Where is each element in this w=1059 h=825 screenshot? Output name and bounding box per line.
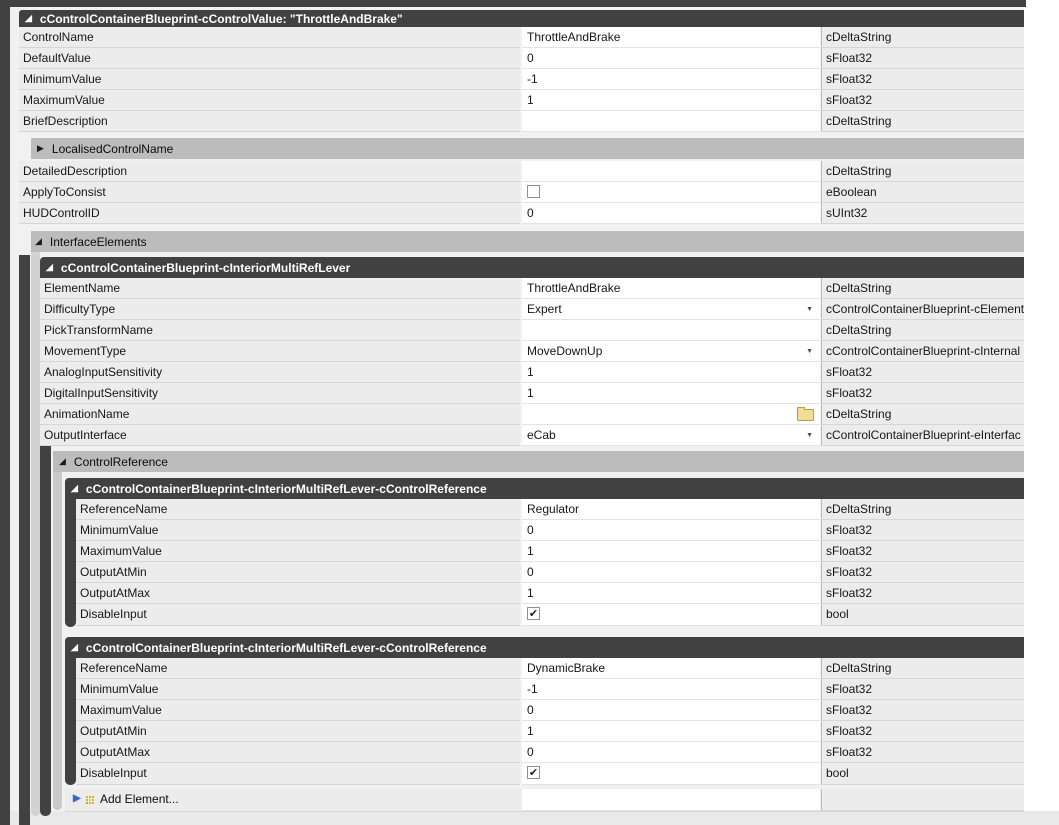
property-value-field[interactable]: 1 bbox=[522, 90, 820, 111]
property-type: bool bbox=[821, 763, 1024, 785]
collapse-expanded-icon[interactable]: ◢ bbox=[59, 456, 66, 466]
container-header-label: cControlContainerBlueprint-cControlValue: "ThrottleAndBrake" bbox=[39, 11, 403, 26]
container-header-label: cControlContainerBlueprint-cInteriorMultiRefLever-cControlReference bbox=[85, 640, 487, 655]
table-row bbox=[76, 742, 1024, 763]
property-name: ReferenceName bbox=[76, 499, 520, 520]
add-arrow-icon: ▶ bbox=[73, 793, 81, 804]
property-type: sFloat32 bbox=[821, 562, 1024, 583]
checkbox-unchecked[interactable] bbox=[527, 185, 540, 198]
table-row bbox=[76, 604, 1024, 626]
property-value-field[interactable] bbox=[522, 320, 820, 341]
table-row bbox=[76, 499, 1024, 520]
checkbox-checked[interactable]: ✔ bbox=[528, 767, 539, 779]
dropdown-arrow-icon[interactable]: ▼ bbox=[806, 432, 813, 439]
container-header-label: cControlContainerBlueprint-cInteriorMultiRefLever-cControlReference bbox=[85, 481, 487, 496]
reference1-container-spine bbox=[65, 499, 76, 627]
table-row bbox=[76, 700, 1024, 721]
add-element-label: Add Element... bbox=[100, 792, 179, 806]
group-header-controlreference[interactable] bbox=[53, 451, 1024, 472]
property-name: MaximumValue bbox=[76, 700, 520, 721]
container-header-controlvalue[interactable] bbox=[19, 10, 1024, 27]
table-row bbox=[40, 425, 1024, 446]
property-type: sFloat32 bbox=[821, 721, 1024, 742]
table-row bbox=[19, 69, 1024, 90]
property-name: BriefDescription bbox=[19, 111, 520, 132]
property-type: cControlContainerBlueprint-cElement bbox=[821, 299, 1024, 320]
property-name: DisableInput bbox=[76, 763, 520, 785]
collapse-expanded-icon[interactable]: ◢ bbox=[71, 483, 78, 493]
property-value-field[interactable]: Regulator bbox=[522, 499, 820, 520]
property-name: MovementType bbox=[40, 341, 520, 362]
property-name: MinimumValue bbox=[76, 520, 520, 541]
property-value-field[interactable]: 0 bbox=[522, 700, 820, 721]
table-row bbox=[40, 278, 1024, 299]
outputinterface-dropdown[interactable]: eCab ▼ bbox=[522, 425, 820, 446]
property-value-field[interactable]: 0 bbox=[522, 48, 820, 69]
property-name: OutputAtMax bbox=[76, 742, 520, 763]
property-name: OutputAtMax bbox=[76, 583, 520, 604]
dropdown-arrow-icon[interactable]: ▼ bbox=[806, 348, 813, 355]
property-value-field bbox=[522, 182, 820, 203]
collapse-expanded-icon[interactable]: ◢ bbox=[25, 13, 32, 23]
container-header-multireflever[interactable] bbox=[40, 257, 1024, 278]
group-header-interfaceelements[interactable] bbox=[31, 231, 1024, 252]
interface-elements-group-spine bbox=[31, 252, 40, 816]
property-value-field[interactable]: DynamicBrake bbox=[522, 658, 820, 679]
property-type: cDeltaString bbox=[821, 320, 1024, 341]
controlreference-group-spine bbox=[53, 472, 62, 810]
table-row bbox=[40, 341, 1024, 362]
checkbox-checked[interactable]: ✔ bbox=[528, 608, 539, 620]
movementtype-dropdown[interactable]: MoveDownUp ▼ bbox=[522, 341, 820, 362]
property-value-field[interactable]: 1 bbox=[522, 541, 820, 562]
property-value-field[interactable]: 1 bbox=[522, 583, 820, 604]
property-name: HUDControlID bbox=[19, 203, 520, 224]
property-type: sFloat32 bbox=[821, 520, 1024, 541]
property-name: DifficultyType bbox=[40, 299, 520, 320]
property-value-field[interactable]: -1 bbox=[522, 69, 820, 90]
reference2-container-spine bbox=[65, 658, 76, 785]
collapse-expanded-icon[interactable]: ◢ bbox=[71, 642, 78, 652]
property-name: ReferenceName bbox=[76, 658, 520, 679]
difficulty-dropdown[interactable]: Expert ▼ bbox=[522, 299, 820, 320]
new-element-icon bbox=[86, 796, 88, 798]
table-row bbox=[40, 404, 1024, 425]
property-type: cDeltaString bbox=[821, 278, 1024, 299]
property-name: PickTransformName bbox=[40, 320, 520, 341]
collapse-expanded-icon[interactable]: ◢ bbox=[35, 236, 42, 246]
property-type: sUInt32 bbox=[821, 203, 1024, 224]
property-type: sFloat32 bbox=[821, 90, 1024, 111]
property-type: sFloat32 bbox=[821, 48, 1024, 69]
property-type: cControlContainerBlueprint-cInternal bbox=[821, 341, 1024, 362]
property-type: cControlContainerBlueprint-eInterfac bbox=[821, 425, 1024, 446]
property-name: ControlName bbox=[19, 27, 520, 48]
property-value-field[interactable]: 0 bbox=[522, 203, 820, 224]
property-name: MaximumValue bbox=[19, 90, 520, 111]
property-name: AnimationName bbox=[40, 404, 520, 425]
outer-container-spine bbox=[0, 0, 10, 825]
property-type: cDeltaString bbox=[821, 658, 1024, 679]
property-value-field[interactable]: ThrottleAndBrake bbox=[522, 278, 820, 299]
clipped-header-strip bbox=[0, 0, 1026, 7]
table-row bbox=[76, 658, 1024, 679]
property-type: cDeltaString bbox=[821, 499, 1024, 520]
property-type: sFloat32 bbox=[821, 383, 1024, 404]
property-value-field[interactable]: 1 bbox=[522, 383, 820, 404]
bottom-margin bbox=[0, 811, 1059, 825]
group-header-label: ControlReference bbox=[73, 454, 168, 469]
property-value-field[interactable]: ThrottleAndBrake bbox=[522, 27, 820, 48]
table-row bbox=[40, 383, 1024, 404]
property-name: OutputAtMin bbox=[76, 562, 520, 583]
container-header-controlreference-1[interactable] bbox=[65, 478, 1024, 499]
property-type: cDeltaString bbox=[821, 404, 1024, 425]
property-type: sFloat32 bbox=[821, 541, 1024, 562]
property-name: DetailedDescription bbox=[19, 161, 520, 182]
property-value-field[interactable] bbox=[522, 111, 820, 132]
property-type: sFloat32 bbox=[821, 69, 1024, 90]
property-value-field[interactable]: 1 bbox=[522, 721, 820, 742]
property-value-field[interactable]: 0 bbox=[522, 520, 820, 541]
collapse-collapsed-icon[interactable]: ▶ bbox=[37, 143, 44, 153]
table-row bbox=[76, 520, 1024, 541]
add-element-value-area bbox=[522, 789, 820, 811]
group-header-label: InterfaceElements bbox=[49, 234, 147, 249]
table-row bbox=[40, 362, 1024, 383]
table-row bbox=[40, 299, 1024, 320]
property-name: OutputInterface bbox=[40, 425, 520, 446]
property-name: ElementName bbox=[40, 278, 520, 299]
right-margin bbox=[1024, 0, 1059, 811]
table-row bbox=[76, 679, 1024, 700]
property-value-field[interactable]: 0 bbox=[522, 742, 820, 763]
property-type: sFloat32 bbox=[821, 679, 1024, 700]
property-value-field bbox=[522, 763, 820, 785]
property-type: cDeltaString bbox=[821, 161, 1024, 182]
add-element-row[interactable] bbox=[65, 789, 1024, 812]
container-header-controlreference-2[interactable] bbox=[65, 637, 1024, 658]
table-row bbox=[76, 583, 1024, 604]
property-value-field[interactable] bbox=[522, 161, 820, 182]
property-name: MaximumValue bbox=[76, 541, 520, 562]
group-header-label: LocalisedControlName bbox=[51, 141, 174, 156]
table-row bbox=[76, 721, 1024, 742]
property-name: AnalogInputSensitivity bbox=[40, 362, 520, 383]
property-name: DisableInput bbox=[76, 604, 520, 626]
property-name: MinimumValue bbox=[19, 69, 520, 90]
collapse-expanded-icon[interactable]: ◢ bbox=[46, 262, 53, 272]
property-name: ApplyToConsist bbox=[19, 182, 520, 203]
property-type: cDeltaString bbox=[821, 27, 1024, 48]
property-type: cDeltaString bbox=[821, 111, 1024, 132]
property-type: sFloat32 bbox=[821, 700, 1024, 721]
table-row bbox=[76, 541, 1024, 562]
property-type: sFloat32 bbox=[821, 742, 1024, 763]
property-value-field[interactable]: -1 bbox=[522, 679, 820, 700]
table-row bbox=[40, 320, 1024, 341]
table-row bbox=[19, 182, 1024, 203]
dropdown-arrow-icon[interactable]: ▼ bbox=[806, 306, 813, 313]
group-header-localisedcontrolname[interactable] bbox=[31, 138, 1024, 159]
table-row bbox=[19, 48, 1024, 69]
table-row bbox=[19, 111, 1024, 132]
property-name: DefaultValue bbox=[19, 48, 520, 69]
property-value-field[interactable]: 1 bbox=[522, 362, 820, 383]
property-value-field bbox=[522, 604, 820, 626]
table-row bbox=[19, 90, 1024, 111]
table-row bbox=[19, 203, 1024, 224]
folder-icon[interactable] bbox=[797, 409, 814, 421]
add-element-type-area bbox=[821, 789, 1024, 811]
property-name: OutputAtMin bbox=[76, 721, 520, 742]
controlvalue-container-spine bbox=[19, 255, 30, 825]
property-type: sFloat32 bbox=[821, 362, 1024, 383]
container-header-label: cControlContainerBlueprint-cInteriorMultiRefLever bbox=[60, 260, 351, 275]
table-row bbox=[19, 161, 1024, 182]
property-name: DigitalInputSensitivity bbox=[40, 383, 520, 404]
table-row bbox=[76, 562, 1024, 583]
property-type: sFloat32 bbox=[821, 583, 1024, 604]
property-value-field[interactable]: 0 bbox=[522, 562, 820, 583]
table-row bbox=[19, 27, 1024, 48]
table-row bbox=[76, 763, 1024, 785]
property-name: MinimumValue bbox=[76, 679, 520, 700]
animation-file-field[interactable] bbox=[522, 404, 820, 425]
property-type: bool bbox=[821, 604, 1024, 626]
property-type: eBoolean bbox=[821, 182, 1024, 203]
